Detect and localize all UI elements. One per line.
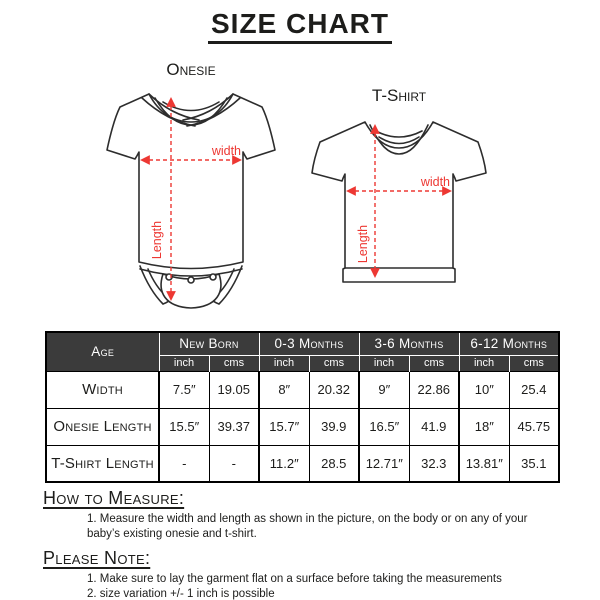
tshirt-diagram (310, 116, 488, 286)
onesie-snap (188, 277, 194, 283)
onesie-outline (107, 94, 275, 269)
row-label-tshirt-length: T-Shirt Length (46, 445, 159, 482)
unit-header-inch: inch (459, 355, 509, 371)
tshirt-diagram-title: T-Shirt (371, 86, 427, 105)
table-row-onesie-length (46, 408, 559, 445)
onesie-snap (210, 274, 216, 280)
unit-header-cms: cms (509, 355, 559, 371)
value-cell: - (159, 445, 209, 482)
value-cell: 15.5″ (159, 408, 209, 445)
value-cell: 39.9 (309, 408, 359, 445)
value-cell: 8″ (259, 371, 309, 408)
value-cell: 20.32 (309, 371, 359, 408)
onesie-bottom-band (140, 269, 242, 276)
unit-header-cms: cms (209, 355, 259, 371)
value-cell: 41.9 (409, 408, 459, 445)
how-to-measure-heading: How to Measure: (43, 488, 185, 508)
value-cell: 32.3 (409, 445, 459, 482)
value-cell: 9″ (359, 371, 409, 408)
how-to-measure-list (43, 512, 563, 542)
value-cell: - (209, 445, 259, 482)
value-cell: 13.81″ (459, 445, 509, 482)
value-cell: 12.71″ (359, 445, 409, 482)
unit-header-cms: cms (409, 355, 459, 371)
value-cell: 10″ (459, 371, 509, 408)
please-note-item: 1. Make sure to lay the garment flat on a surface before taking the measurements (87, 573, 502, 585)
value-cell: 28.5 (309, 445, 359, 482)
please-note-item: 2. size variation +/- 1 inch is possible (87, 588, 275, 600)
value-cell: 19.05 (209, 371, 259, 408)
value-cell: 11.2″ (259, 445, 309, 482)
how-to-measure-item: 1. Measure the width and length as shown in the picture, on the body or on any of your baby’s existing onesie and t-shirt. (87, 513, 528, 540)
please-note-section (43, 548, 563, 600)
age-header-cell: Age (46, 332, 159, 371)
table-header-row (46, 332, 559, 355)
tshirt-outline (312, 122, 486, 282)
onesie-diagram (105, 88, 277, 318)
tshirt-length-label: Length (356, 224, 370, 264)
value-cell: 45.75 (509, 408, 559, 445)
row-label-onesie-length: Onesie Length (46, 408, 159, 445)
group-header-6-12-months: 6-12 Months (459, 332, 559, 355)
onesie-length-label: Length (150, 220, 164, 260)
table-row-width (46, 371, 559, 408)
value-cell: 18″ (459, 408, 509, 445)
value-cell: 7.5″ (159, 371, 209, 408)
unit-header-inch: inch (159, 355, 209, 371)
please-note-list (43, 572, 563, 600)
tshirt-width-label: width (420, 175, 450, 189)
group-header-3-6-months: 3-6 Months (359, 332, 459, 355)
size-table (45, 331, 560, 483)
page-title-wrap (0, 8, 600, 44)
onesie-width-label: width (211, 144, 241, 158)
value-cell: 22.86 (409, 371, 459, 408)
unit-header-cms: cms (309, 355, 359, 371)
row-label-width: Width (46, 371, 159, 408)
group-header-0-3-months: 0-3 Months (259, 332, 359, 355)
how-to-measure-section (43, 488, 563, 542)
please-note-heading: Please Note: (43, 548, 151, 568)
onesie-diagram-title: Onesie (166, 60, 216, 79)
group-header-new-born: New Born (159, 332, 259, 355)
unit-header-inch: inch (259, 355, 309, 371)
value-cell: 16.5″ (359, 408, 409, 445)
value-cell: 35.1 (509, 445, 559, 482)
value-cell: 15.7″ (259, 408, 309, 445)
value-cell: 39.37 (209, 408, 259, 445)
unit-header-inch: inch (359, 355, 409, 371)
table-row-tshirt-length (46, 445, 559, 482)
page-title: SIZE CHART (208, 8, 392, 44)
value-cell: 25.4 (509, 371, 559, 408)
